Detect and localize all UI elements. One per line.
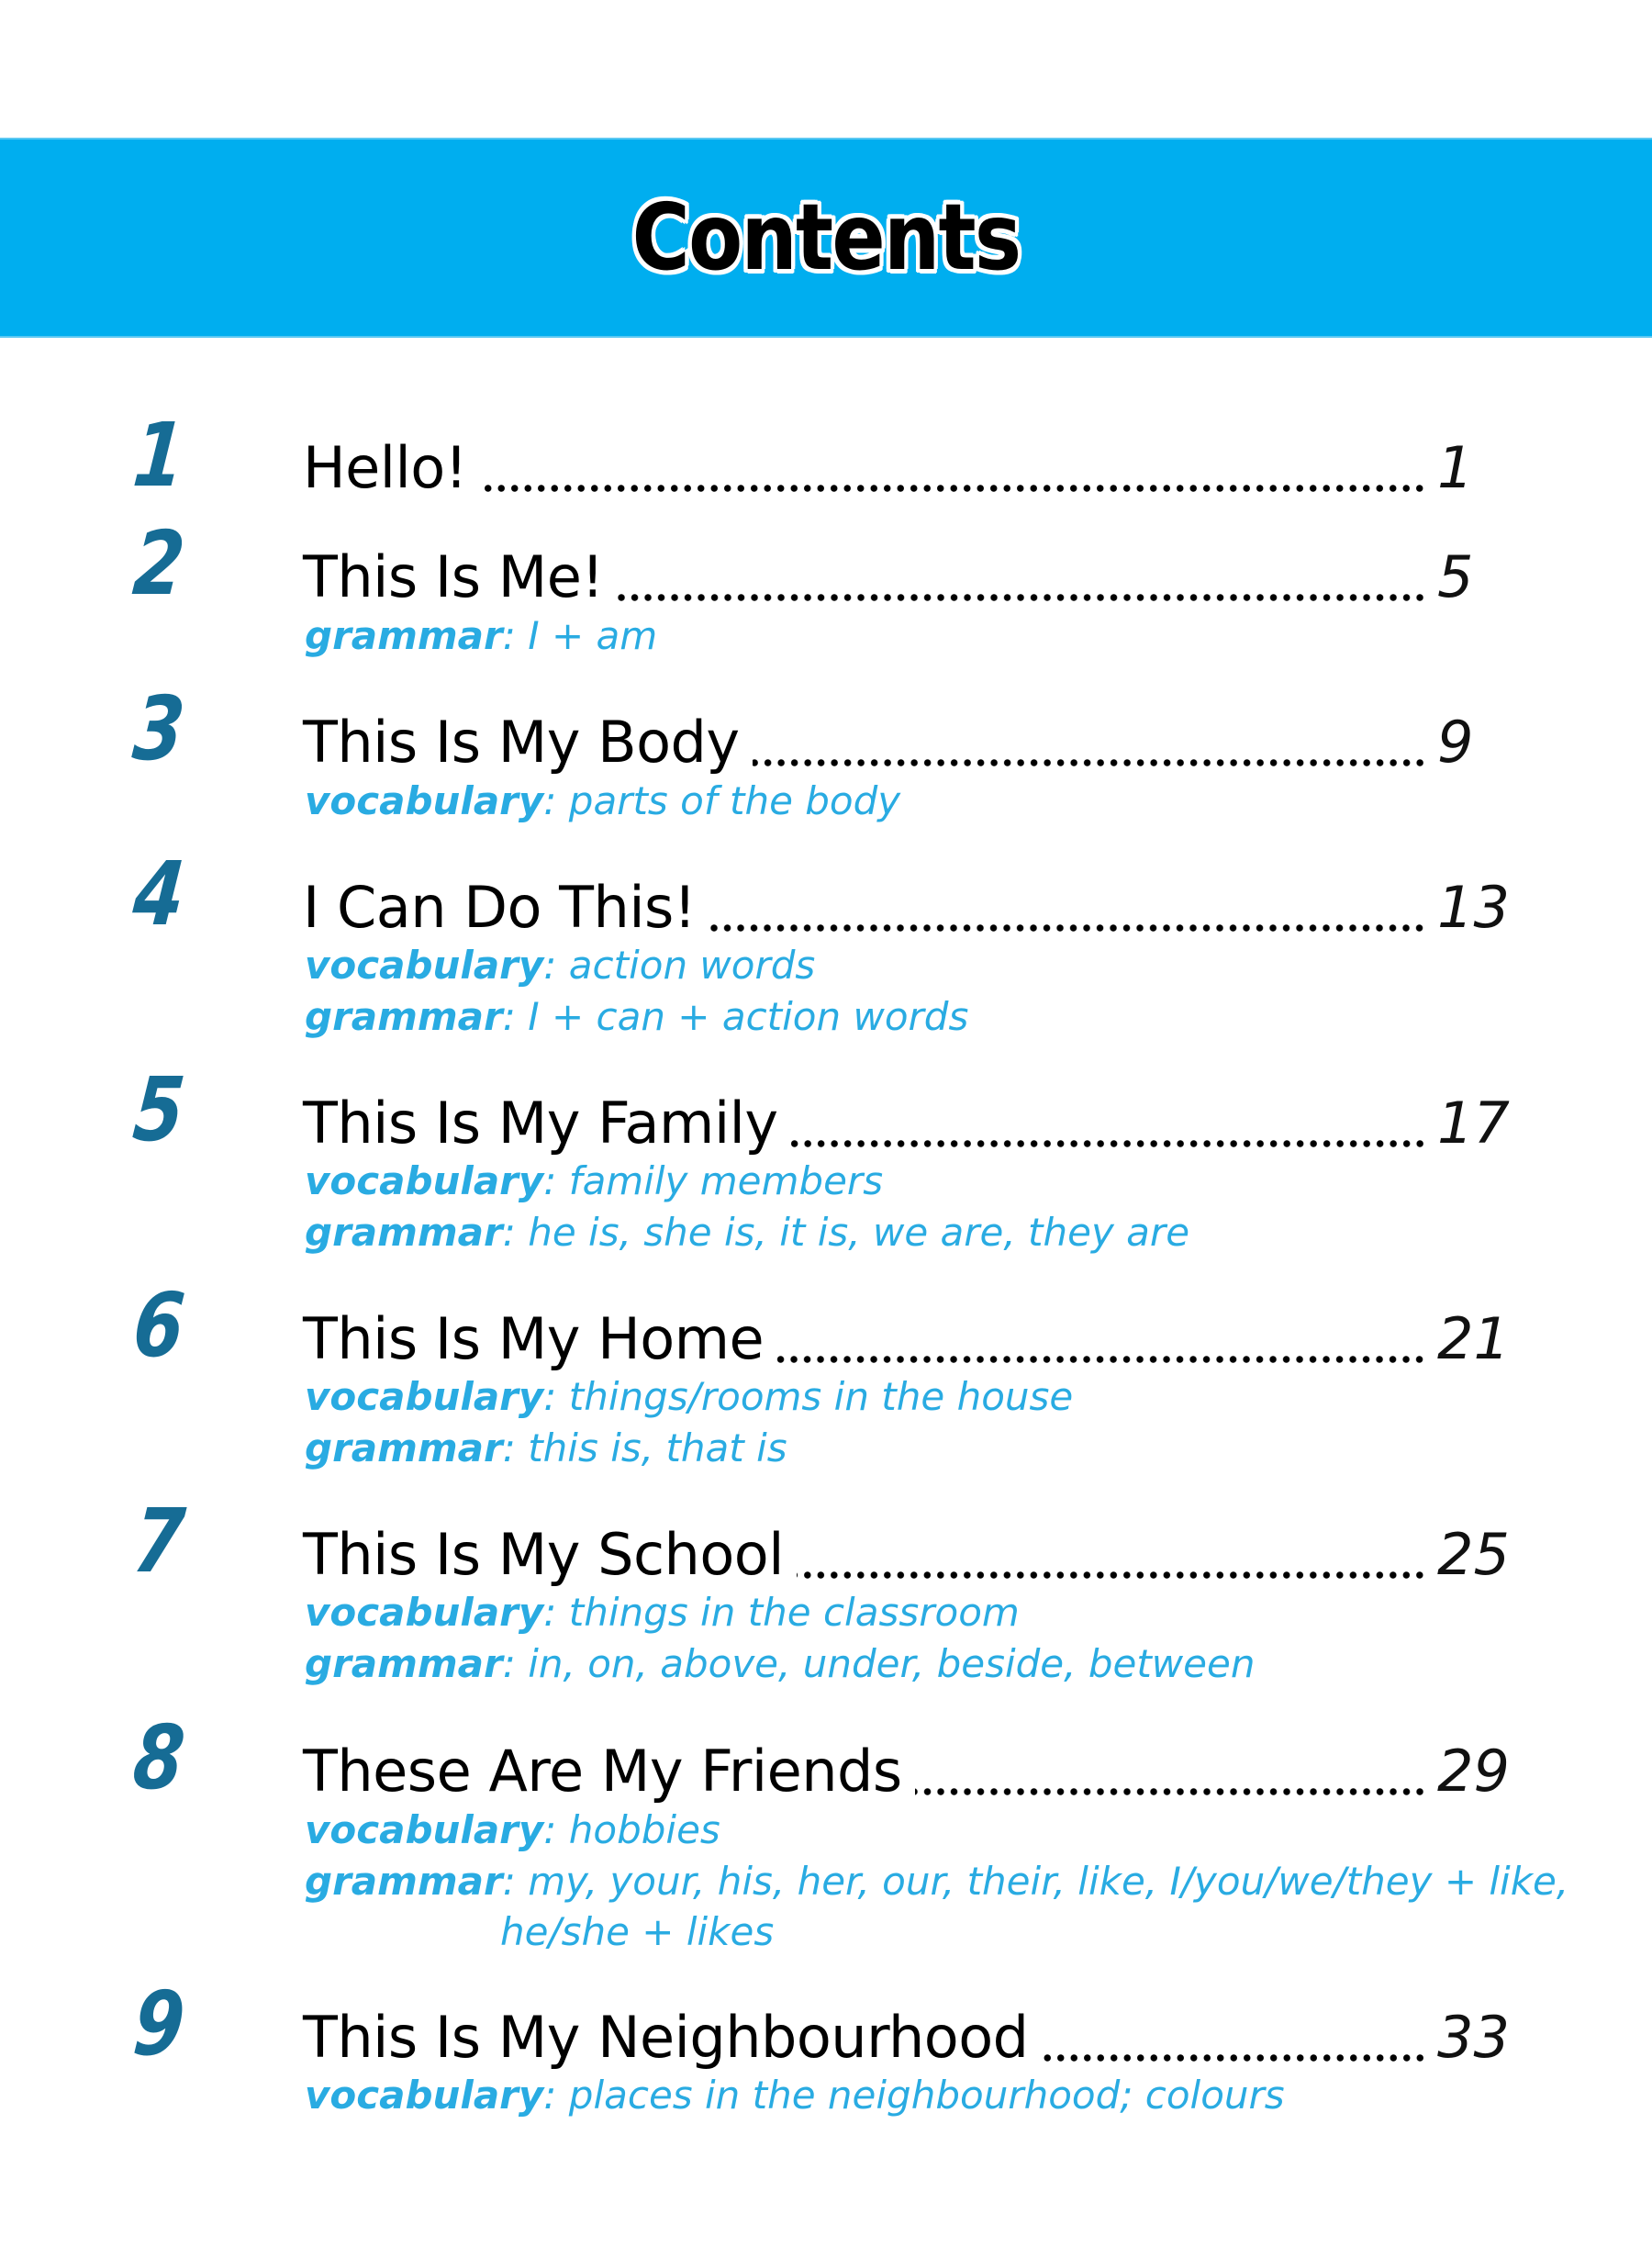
grammar-line	[305, 1423, 787, 1474]
page-title: Contents	[631, 184, 1021, 291]
page-number[interactable]: 17	[1437, 1090, 1510, 1157]
subline-label: vocabulary	[305, 778, 544, 823]
subline-text: places in the neighbourhood; colours	[568, 2073, 1285, 2118]
subline-text: things in the classroom	[568, 1590, 1020, 1635]
subline-separator: :	[502, 1210, 529, 1255]
subline-label: vocabulary	[305, 1590, 544, 1635]
grammar-line-continuation	[500, 1906, 774, 1958]
dot-leader	[480, 485, 1426, 492]
subline-text: parts of the body	[568, 778, 901, 823]
unit-number: 1	[129, 404, 189, 507]
chapter-title[interactable]: This Is My Neighbourhood	[303, 2004, 1029, 2071]
subline-separator: :	[543, 1158, 569, 1203]
dot-leader	[915, 1788, 1426, 1795]
dot-leader	[753, 759, 1426, 766]
grammar-line	[305, 991, 968, 1043]
vocabulary-line	[305, 2070, 1285, 2121]
subline-separator: :	[502, 1425, 529, 1470]
chapter-title[interactable]: This Is My Family	[303, 1090, 778, 1157]
subline-text: I + can + action words	[528, 994, 969, 1039]
page-number[interactable]: 1	[1437, 434, 1474, 501]
unit-number: 5	[129, 1058, 189, 1161]
chapter-title[interactable]: This Is My School	[303, 1521, 784, 1588]
page-number[interactable]: 13	[1437, 874, 1510, 941]
unit-number: 3	[129, 677, 189, 780]
subline-label: grammar	[305, 1859, 503, 1904]
chapter-title[interactable]: This Is My Body	[303, 709, 740, 776]
subline-label: vocabulary	[305, 2073, 544, 2118]
page-number[interactable]: 9	[1437, 709, 1474, 776]
subline-separator: :	[502, 994, 529, 1039]
grammar-line	[305, 1638, 1255, 1690]
subline-label: grammar	[305, 994, 503, 1039]
unit-number: 2	[129, 512, 189, 615]
subline-text: my, your, his, her, our, their, like, I/you/we/they + like,	[528, 1859, 1569, 1904]
subline-separator: :	[543, 1374, 569, 1419]
subline-separator: :	[543, 778, 569, 823]
chapter-title[interactable]: These Are My Friends	[303, 1738, 902, 1805]
vocabulary-line	[305, 1156, 883, 1207]
chapter-title[interactable]: I Can Do This!	[303, 874, 697, 941]
subline-text: action words	[568, 943, 816, 988]
subline-separator: :	[502, 1641, 529, 1686]
subline-separator: :	[543, 2073, 569, 2118]
vocabulary-line	[305, 940, 815, 991]
page-number[interactable]: 33	[1437, 2004, 1510, 2071]
dot-leader	[776, 1356, 1426, 1363]
subline-label: grammar	[305, 1210, 503, 1255]
vocabulary-line	[305, 776, 900, 827]
subline-text: I + am	[528, 613, 658, 658]
page-number[interactable]: 21	[1437, 1305, 1510, 1372]
subline-label: grammar	[305, 1425, 503, 1470]
subline-text: hobbies	[568, 1807, 720, 1852]
page-number[interactable]: 29	[1437, 1738, 1510, 1805]
vocabulary-line	[305, 1587, 1020, 1638]
subline-text: things/rooms in the house	[568, 1374, 1074, 1419]
subline-label: vocabulary	[305, 1158, 544, 1203]
vocabulary-line	[305, 1371, 1073, 1423]
chapter-title[interactable]: This Is Me!	[303, 543, 604, 610]
dot-leader	[791, 1140, 1426, 1147]
subline-label: vocabulary	[305, 1374, 544, 1419]
subline-separator: :	[543, 943, 569, 988]
grammar-line	[305, 610, 657, 662]
dot-leader	[709, 924, 1426, 932]
unit-number: 9	[129, 1973, 189, 2075]
subline-text: this is, that is	[528, 1425, 787, 1470]
subline-separator: :	[543, 1590, 569, 1635]
subline-separator: :	[502, 613, 529, 658]
subline-separator: :	[502, 1859, 529, 1904]
unit-number: 6	[129, 1274, 189, 1377]
dot-leader	[1042, 2054, 1427, 2062]
subline-label: vocabulary	[305, 1807, 544, 1852]
chapter-title[interactable]: This Is My Home	[303, 1305, 765, 1372]
subline-text: he is, she is, it is, we are, they are	[528, 1210, 1190, 1255]
unit-number: 7	[129, 1490, 189, 1593]
vocabulary-line	[305, 1805, 720, 1856]
subline-label: vocabulary	[305, 943, 544, 988]
unit-number: 4	[129, 843, 189, 945]
dot-leader	[797, 1571, 1426, 1579]
chapter-title[interactable]: Hello!	[303, 434, 468, 501]
grammar-line	[305, 1856, 1568, 1907]
page-number[interactable]: 25	[1437, 1521, 1510, 1588]
subline-text: family members	[568, 1158, 884, 1203]
grammar-line	[305, 1207, 1189, 1258]
subline-label: grammar	[305, 613, 503, 658]
subline-label: grammar	[305, 1641, 503, 1686]
unit-number: 8	[129, 1706, 189, 1809]
page-number[interactable]: 5	[1437, 543, 1474, 610]
header-banner	[0, 138, 1652, 338]
subline-text: in, on, above, under, beside, between	[528, 1641, 1256, 1686]
subline-text: he/she + likes	[500, 1909, 775, 1954]
subline-separator: :	[543, 1807, 569, 1852]
dot-leader	[617, 594, 1426, 601]
